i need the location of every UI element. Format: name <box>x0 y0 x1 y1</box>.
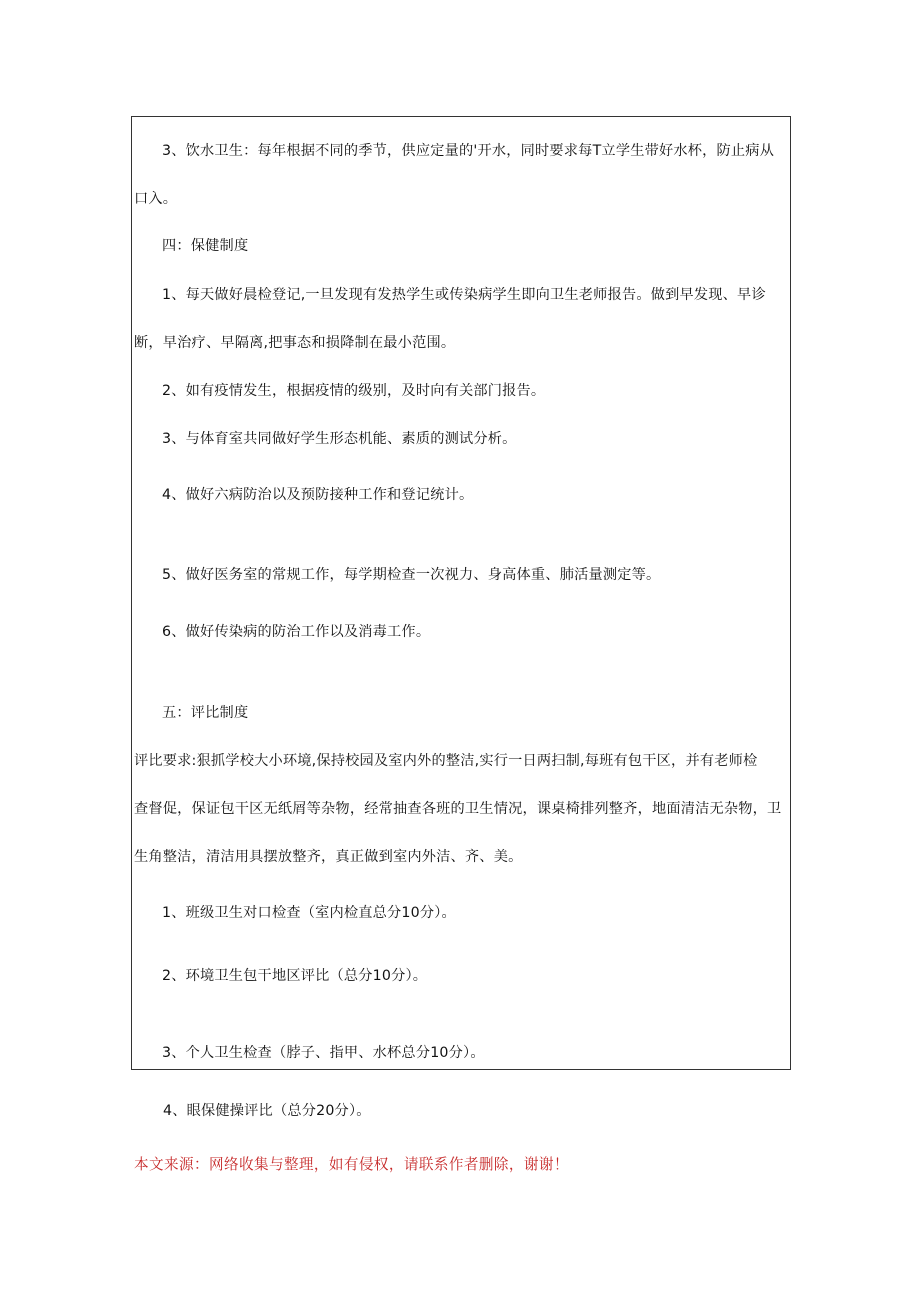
paragraph-clinic-routine: 5、做好医务室的常规工作，每学期检查一次视力、身高体重、肺活量测定等。 <box>162 567 661 583</box>
section-heading-health-care: 四：保健制度 <box>162 238 249 254</box>
paragraph-evaluation-requirements-line2: 查督促，保证包干区无纸屑等杂物，经常抽查各班的卫生情况，课桌椅排列整齐，地面清洁无杂物，卫 <box>134 801 782 817</box>
paragraph-morning-check-line2: 断，早治疗、早隔离,把事态和损降制在最小范围。 <box>134 335 456 351</box>
paragraph-water-hygiene-line1: 3、饮水卫生：每年根据不同的季节，供应定量的'开水，同时要求每T立学生带好水杯，防止病从 <box>162 143 775 159</box>
paragraph-water-hygiene-line2: 口入。 <box>134 191 178 207</box>
list-item-personal-hygiene-check: 3、个人卫生检查（脖子、指甲、水杯总分10分）。 <box>162 1045 485 1061</box>
paragraph-evaluation-requirements-line3: 生角整洁，清洁用具摆放整齐，真正做到室内外洁、齐、美。 <box>134 849 523 865</box>
paragraph-morning-check-line1: 1、每天做好晨检登记,一旦发现有发热学生或传染病学生即向卫生老师报告。做到早发现、早诊 <box>162 287 766 303</box>
list-item-eye-exercise-evaluation: 4、眼保健操评比（总分20分）。 <box>163 1103 371 1119</box>
paragraph-disinfection: 6、做好传染病的防治工作以及消毒工作。 <box>162 624 431 640</box>
section-heading-evaluation: 五：评比制度 <box>162 705 249 721</box>
list-item-environment-evaluation: 2、环境卫生包干地区评比（总分10分）。 <box>162 968 428 984</box>
paragraph-physical-testing: 3、与体育室共同做好学生形态机能、素质的测试分析。 <box>162 431 517 447</box>
document-table-frame <box>131 116 791 1070</box>
list-item-class-hygiene-check: 1、班级卫生对口检查（室内检直总分10分）。 <box>162 905 456 921</box>
paragraph-disease-prevention: 4、做好六病防治以及预防接种工作和登记统计。 <box>162 487 474 503</box>
paragraph-epidemic-report: 2、如有疫情发生，根据疫情的级别，及时向有关部门报告。 <box>162 383 546 399</box>
paragraph-evaluation-requirements-line1: 评比要求:狠抓学校大小环境,保持校园及室内外的整洁,实行一日两扫制,每班有包干区，并有老师检 <box>134 753 758 769</box>
source-note: 本文来源：网络收集与整理，如有侵权，请联系作者删除，谢谢！ <box>134 1156 569 1173</box>
